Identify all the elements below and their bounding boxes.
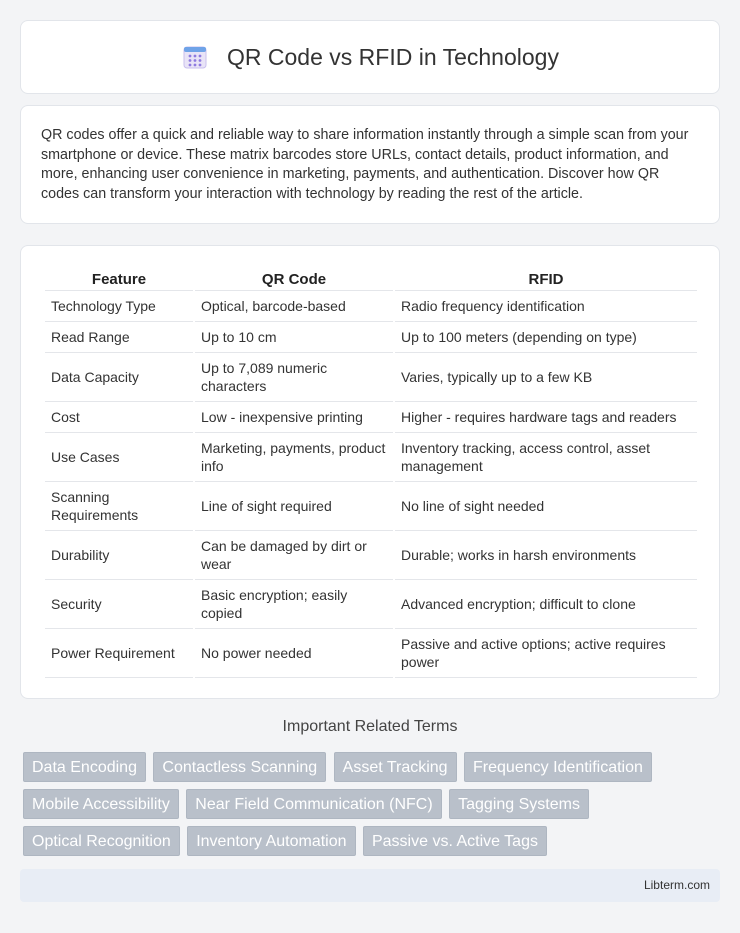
column-header-rfid: RFID [395, 264, 697, 291]
table-cell-rfid: Inventory tracking, access control, asset management [395, 433, 697, 482]
table-cell-feature: Cost [45, 402, 193, 433]
table-cell-rfid: Advanced encryption; difficult to clone [395, 580, 697, 629]
tag-frequency-identification[interactable]: Frequency Identification [464, 752, 652, 782]
column-header-feature: Feature [45, 264, 193, 291]
table-cell-feature: Scanning Requirements [45, 482, 193, 531]
table-cell-qr-code: Basic encryption; easily copied [195, 580, 393, 629]
table-cell-qr-code: Up to 10 cm [195, 322, 393, 353]
table-cell-feature: Data Capacity [45, 353, 193, 402]
table-cell-feature: Use Cases [45, 433, 193, 482]
table-header-row [45, 264, 697, 291]
tag-data-encoding[interactable]: Data Encoding [23, 752, 146, 782]
table-row [45, 353, 697, 402]
table-cell-qr-code: Low - inexpensive printing [195, 402, 393, 433]
table-row [45, 433, 697, 482]
table-row [45, 322, 697, 353]
column-header-qr-code: QR Code [195, 264, 393, 291]
calendar-grid-icon [181, 43, 209, 71]
tag-tagging-systems[interactable]: Tagging Systems [449, 789, 589, 819]
tag-contactless-scanning[interactable]: Contactless Scanning [153, 752, 326, 782]
table-cell-qr-code: Marketing, payments, product info [195, 433, 393, 482]
table-cell-feature: Power Requirement [45, 629, 193, 678]
table-row [45, 531, 697, 580]
header-card [20, 20, 720, 94]
table-row [45, 402, 697, 433]
table-cell-rfid: Up to 100 meters (depending on type) [395, 322, 697, 353]
table-cell-feature: Technology Type [45, 291, 193, 322]
page-title: QR Code vs RFID in Technology [227, 43, 559, 70]
table-row [45, 291, 697, 322]
table-cell-rfid: Durable; works in harsh environments [395, 531, 697, 580]
footer-site-link[interactable]: Libterm.com [643, 878, 710, 892]
tag-mobile-accessibility[interactable]: Mobile Accessibility [23, 789, 179, 819]
related-terms-heading: Important Related Terms [282, 718, 458, 735]
table-cell-feature: Durability [45, 531, 193, 580]
comparison-table-card [20, 245, 720, 699]
tag-optical-recognition[interactable]: Optical Recognition [23, 826, 180, 856]
table-row [45, 580, 697, 629]
tag-asset-tracking[interactable]: Asset Tracking [334, 752, 457, 782]
tag-inventory-automation[interactable]: Inventory Automation [187, 826, 355, 856]
table-cell-rfid: Passive and active options; active requires power [395, 629, 697, 678]
table-cell-qr-code: Optical, barcode-based [195, 291, 393, 322]
table-cell-feature: Read Range [45, 322, 193, 353]
tag-passive-vs-active-tags[interactable]: Passive vs. Active Tags [363, 826, 547, 856]
table-cell-qr-code: Line of sight required [195, 482, 393, 531]
table-cell-rfid: Higher - requires hardware tags and readers [395, 402, 697, 433]
related-terms-tags [23, 752, 723, 863]
intro-paragraph: QR codes offer a quick and reliable way to share information instantly through a simple scan from your smartphone or device. These matrix barcodes store URLs, contact details, product information, and more, enhancing user convenience in marketing, payments, and authentication. Discover how QR codes can transform your interaction with technology by reading the rest of the article. [41, 127, 689, 202]
table-row [45, 482, 697, 531]
table-cell-qr-code: Can be damaged by dirt or wear [195, 531, 393, 580]
intro-card [20, 105, 720, 224]
comparison-table [43, 264, 699, 678]
table-row [45, 629, 697, 678]
footer [20, 869, 720, 902]
table-cell-feature: Security [45, 580, 193, 629]
table-cell-qr-code: Up to 7,089 numeric characters [195, 353, 393, 402]
table-cell-rfid: No line of sight needed [395, 482, 697, 531]
table-cell-rfid: Varies, typically up to a few KB [395, 353, 697, 402]
tag-near-field-communication[interactable]: Near Field Communication (NFC) [186, 789, 441, 819]
table-cell-rfid: Radio frequency identification [395, 291, 697, 322]
table-cell-qr-code: No power needed [195, 629, 393, 678]
